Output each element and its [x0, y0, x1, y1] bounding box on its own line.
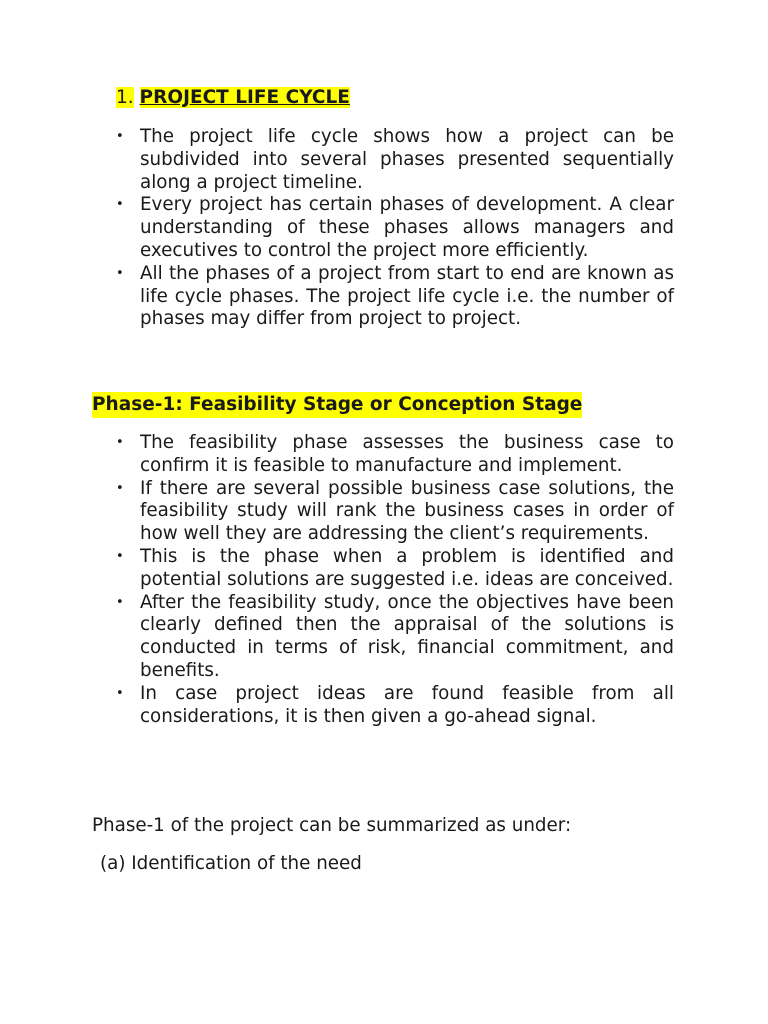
list-item [116, 263, 674, 331]
phase-bullet-list [116, 432, 674, 728]
list-item [116, 126, 674, 194]
list-item [116, 592, 674, 683]
section-heading-title: PROJECT LIFE CYCLE [139, 87, 350, 108]
list-item-text: Every project has certain phases of development. A clear understanding of these phases allows managers and executives to control the project more efficiently. [140, 194, 674, 261]
list-item-text: In case project ideas are found feasible from all considerations, it is then given a go-ahead signal. [140, 682, 674, 727]
list-item-text: The project life cycle shows how a project can be subdivided into several phases presented sequentially along a project timeline. [140, 126, 674, 193]
bullet-icon: • [116, 685, 124, 701]
bullet-icon: • [116, 435, 124, 450]
bullet-icon: • [116, 480, 124, 496]
list-item [116, 683, 674, 729]
list-item-text: All the phases of a project from start to end are known as life cycle phases. The project life cycle i.e. the number of phases may differ from project to project. [140, 262, 674, 330]
summary-item: (a) Identification of the need [100, 853, 362, 874]
section-heading-number: 1. [116, 87, 134, 108]
list-item-text: If there are several possible business case solutions, the feasibility study will rank the business cases in order of how well they are addressing the client’s requirements. [140, 477, 674, 545]
summary-paragraph: Phase-1 of the project can be summarized as under: [92, 815, 572, 836]
list-item-text: This is the phase when a problem is identified and potential solutions are suggested i.e. ideas are conceived. [140, 545, 674, 590]
bullet-icon: • [116, 265, 124, 281]
phase-heading: Phase-1: Feasibility Stage or Conception Stage [92, 392, 582, 418]
bullet-icon: • [116, 548, 124, 564]
bullet-icon: • [116, 594, 124, 610]
intro-bullet-list [116, 126, 674, 331]
list-item [116, 546, 674, 592]
section-heading [116, 85, 350, 111]
list-item-text: The feasibility phase assesses the business case to confirm it is feasible to manufacture and implement. [140, 432, 674, 476]
list-item [116, 478, 674, 546]
bullet-icon: • [116, 197, 124, 213]
list-item [116, 194, 674, 262]
bullet-icon: • [116, 129, 124, 144]
list-item-text: After the feasibility study, once the objectives have been clearly defined then the appraisal of the solutions is conducted in terms of risk, financial commitment, and benefits. [140, 591, 674, 681]
list-item [116, 432, 674, 478]
